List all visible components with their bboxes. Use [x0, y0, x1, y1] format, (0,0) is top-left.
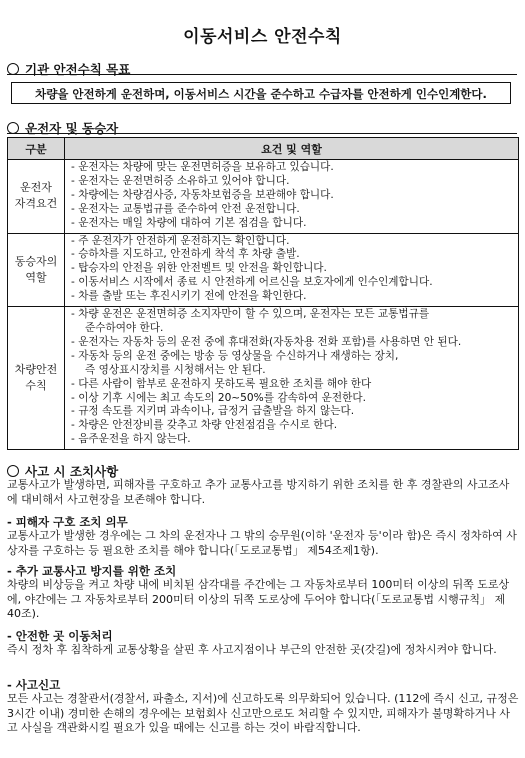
- row-items: [65, 307, 519, 450]
- list-item: - 주 운전자가 안전하게 운전하지는 확인합니다.: [71, 234, 290, 247]
- list-item: 준수하여야 한다.: [85, 321, 164, 334]
- accident-heading-label: 사고 시 조치사항: [25, 464, 119, 479]
- list-item: - 차량 운전은 운전면허증 소지자만이 할 수 있으며, 운전자는 모든 교통법규를: [71, 308, 430, 321]
- category-line: 운전자: [20, 181, 52, 195]
- list-item: - 다른 사람이 함부로 운전하지 못하도록 필요한 조치를 해야 한다: [71, 377, 372, 390]
- section-divider: [7, 133, 517, 134]
- goal-heading-label: 기관 안전수칙 목표: [25, 62, 131, 77]
- list-item: - 차량에는 차량검사증, 자동차보험증을 보관해야 합니다.: [71, 188, 334, 201]
- roles-heading-label: 운전자 및 동승자: [25, 121, 119, 136]
- roles-section-heading: [7, 119, 118, 137]
- safe-place-text: 즉시 정차 후 침착하게 교통상황을 살핀 후 사고지점이나 부근의 안전한 곳(갓길)에 정차시켜야 합니다.: [7, 643, 497, 656]
- row-category: [8, 307, 65, 450]
- row-items: [65, 233, 519, 307]
- list-item: - 규정 속도를 지키며 과속이나, 급정거 급출발을 하지 않는다.: [71, 405, 355, 418]
- table-header-row: [8, 138, 519, 160]
- accident-report-heading: - 사고신고: [7, 678, 61, 692]
- list-item: - 운전자는 교통법규를 준수하여 안전 운전합니다.: [71, 202, 300, 215]
- row-category: [8, 233, 65, 307]
- table-row: [8, 233, 519, 307]
- list-item: - 승하차를 지도하고, 안전하게 착석 후 차량 출발.: [71, 248, 300, 261]
- goal-statement-box: 차량을 안전하게 운전하며, 이동서비스 시간을 준수하고 수급자를 안전하게 인수인계한다.: [11, 82, 511, 104]
- circle-bullet-icon: [7, 465, 19, 477]
- list-item: - 음주운전을 하지 않는다.: [71, 433, 191, 446]
- row-items: [65, 160, 519, 234]
- row-category: [8, 160, 65, 234]
- column-header-category: 구분: [8, 138, 65, 160]
- accident-report-text: 모든 사고는 경찰관서(경찰서, 파출소, 지서)에 신고하도록 의무화되어 있습니다. (112에 즉시 신고, 규정은 3시간 이내) 경미한 손해의 경우에는 보험회사 신고만으로도 처리할 수 있지만, 피해자가 불명확하거나 사고 사실을 객관화시킬 필요가 있을 때에는 신고를 하는 것이 바람직합니다.: [7, 692, 519, 735]
- list-item: - 이상 기후 시에는 최고 속도의 20~50%를 감속하여 운전한다.: [71, 391, 366, 404]
- category-line: 역할: [25, 270, 47, 284]
- list-item: - 운전자는 자동차 등의 운전 중에 휴대전화(자동차용 전화 포함)를 사용하면 안 된다.: [71, 335, 462, 348]
- category-line: 수칙: [25, 379, 47, 393]
- roles-table: [7, 137, 519, 450]
- category-line: 동승자의: [14, 254, 58, 268]
- list-item: - 이동서비스 시작에서 종료 시 안전하게 어르신을 보호자에게 인수인계합니다.: [71, 276, 433, 289]
- list-item: 즉 영상표시장치를 시청해서는 안 된다.: [85, 363, 266, 376]
- table-row: [8, 160, 519, 234]
- table-row: [8, 307, 519, 450]
- victim-rescue-heading: - 피해자 구호 조치 의무: [7, 515, 128, 529]
- category-line: 차량안전: [14, 363, 58, 377]
- list-item: - 탑승자의 안전을 위한 안전벨트 및 안전을 확인합니다.: [71, 262, 327, 275]
- list-item: - 차량은 안전장비를 갖추고 차량 안전점검을 수시로 한다.: [71, 419, 338, 432]
- victim-rescue-text: 교통사고가 발생한 경우에는 그 차의 운전자나 그 밖의 승무원(이하 '운전자 등'이라 함)은 즉시 정차하여 사상자를 구호하는 등 필요한 조치를 해야 합니다(「도로교통법」 제54조제1항).: [7, 529, 517, 557]
- accident-intro: 교통사고가 발생하면, 피해자를 구호하고 추가 교통사고를 방지하기 위한 조치를 한 후 경찰관의 사고조사에 대비해서 사고현장을 보존해야 합니다.: [7, 478, 510, 506]
- list-item: - 차를 출발 또는 후진시키기 전에 안전을 확인한다.: [71, 290, 307, 303]
- safe-place-heading: - 안전한 곳 이동처리: [7, 629, 113, 643]
- category-line: 자격요건: [14, 197, 58, 211]
- prevention-text: 차량의 비상등을 켜고 차량 내에 비치된 삼각대를 주간에는 그 자동차로부터 100미터 이상의 뒤쪽 도로상에, 야간에는 그 자동차로부터 200미터 이상의 뒤쪽 도로상에 두어야 합니다(「도로교통법 시행규칙」 제40조).: [7, 578, 510, 621]
- goal-section-heading: [7, 60, 130, 78]
- list-item: - 운전자는 운전면허증 소유하고 있어야 합니다.: [71, 174, 290, 187]
- list-item: - 자동차 등의 운전 중에는 방송 등 영상물을 수신하거나 재생하는 장치,: [71, 349, 399, 362]
- prevention-heading: - 추가 교통사고 방지를 위한 조치: [7, 564, 177, 578]
- section-divider: [7, 74, 517, 75]
- column-header-requirements: 요건 및 역할: [65, 138, 519, 160]
- list-item: - 운전자는 차량에 맞는 운전면허증을 보유하고 있습니다.: [71, 161, 334, 173]
- page-title: 이동서비스 안전수칙: [183, 27, 342, 47]
- list-item: - 운전자는 매일 차량에 대하여 기본 점검을 합니다.: [71, 216, 307, 229]
